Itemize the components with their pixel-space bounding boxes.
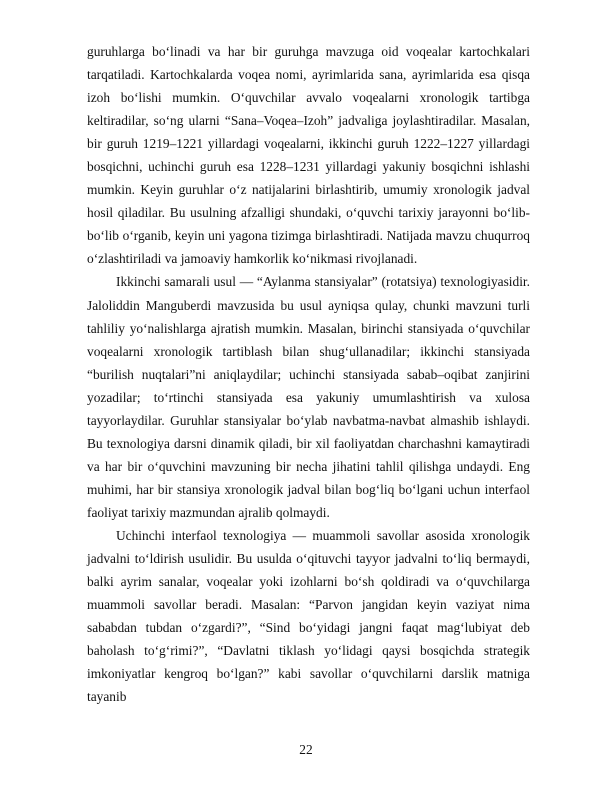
body-text — [87, 40, 530, 708]
paragraph-1: guruhlarga bo‘linadi va har bir guruhga mavzuga oid voqealar kartochkalari tarqatiladi. Kartochkalarda voqea nomi, ayrimlarida sana, ayrimlarida esa qisqa izoh bo‘lishi mumkin. O‘quvchilar avvalo voqealarni xronologik tartibga keltiradilar, so‘ng ularni “Sana–Voqea–Izoh” jadvaliga joylashtiradilar. Masalan, bir guruh 1219–1221 yillardagi voqealarni, ikkinchi guruh 1222–1227 yillardagi bosqichni, uchinchi guruh esa 1228–1231 yillardagi yakuniy bosqichni ishlashi mumkin. Keyin guruhlar o‘z natijalarini birlashtirib, umumiy xronologik jadval hosil qiladilar. Bu usulning afzalligi shundaki, o‘quvchi tarixiy jarayonni bo‘lib-bo‘lib o‘rganib, keyin uni yagona tizimga birlashtiradi. Natijada mavzu chuqurroq o‘zlashtiriladi va jamoaviy hamkorlik ko‘nikmasi rivojlanadi. — [87, 44, 530, 267]
paragraph-2: Ikkinchi samarali usul — “Aylanma stansiyalar” (rotatsiya) texnologiyasidir. Jaloliddin Manguberdi mavzusida bu usul ayniqsa qulay, chunki mavzuni turli tahliliy yo‘nalishlarga ajratish mumkin. Masalan, birinchi stansiyada o‘quvchilar voqealarni xronologik tartiblash bilan shug‘ullanadilar; ikkinchi stansiyada “burilish nuqtalari”ni aniqlaydilar; uchinchi stansiyada sabab–oqibat zanjirini yozadilar; to‘rtinchi stansiyada esa yakuniy umumlashtirish va xulosa tayyorlaydilar. Guruhlar stansiyalar bo‘ylab navbatma-navbat almashib ishlaydi. Bu texnologiya darsni dinamik qiladi, bir xil faoliyatdan charchashni kamaytiradi va har bir o‘quvchini mavzuning bir necha jihatini tahlil qilishga undaydi. Eng muhimi, har bir stansiya xronologik jadval bilan bog‘liq bo‘lgani uchun interfaol faoliyat tarixiy mazmundan ajralib qolmaydi. — [87, 274, 530, 520]
paragraph-3: Uchinchi interfaol texnologiya — muammoli savollar asosida xronologik jadvalni to‘ldirish usulidir. Bu usulda o‘qituvchi tayyor jadvalni to‘liq bermaydi, balki ayrim sanalar, voqealar yoki izohlarni bo‘sh qoldiradi va o‘quvchilarga muammoli savollar beradi. Masalan: “Parvon jangidan keyin vaziyat nima sababdan tubdan o‘zgardi?”, “Sind bo‘yidagi jangni faqat mag‘lubiyat deb baholash to‘g‘rimi?”, “Davlatni tiklash yo‘lidagi qaysi bosqichda strategik imkoniyatlar kengroq bo‘lgan?” kabi savollar o‘quvchilarni darslik matniga tayanib — [87, 527, 530, 705]
page-number: 22 — [299, 742, 313, 757]
